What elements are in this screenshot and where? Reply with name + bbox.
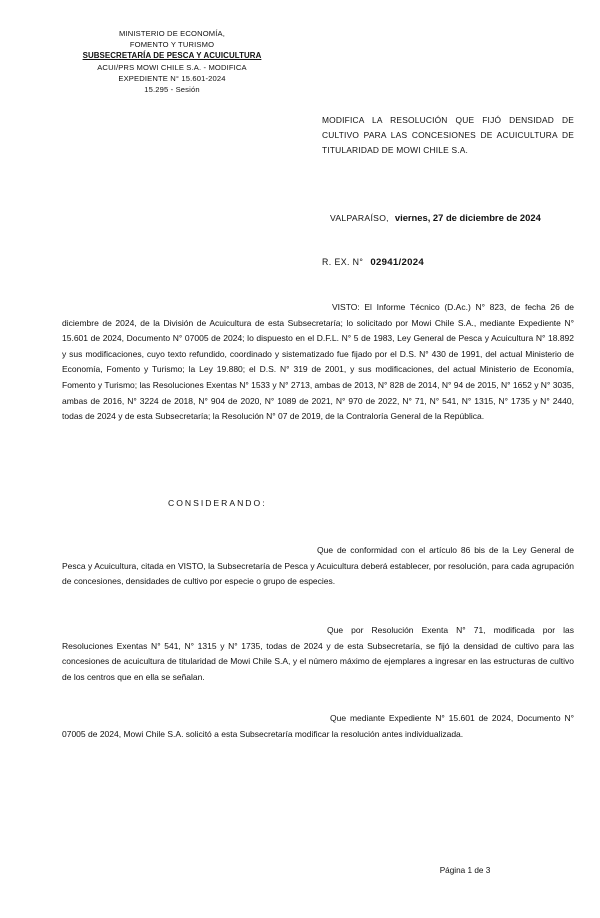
- considerando-paragraph-3: [62, 711, 574, 742]
- considerando-heading: CONSIDERANDO:: [168, 498, 267, 508]
- letterhead-subsecretaria: SUBSECRETARÍA DE PESCA Y ACUICULTURA: [82, 51, 262, 61]
- considerando-paragraph-1: [62, 543, 574, 590]
- place-label: VALPARAÍSO,: [330, 213, 389, 223]
- document-subject: MODIFICA LA RESOLUCIÓN QUE FIJÓ DENSIDAD DE CULTIVO PARA LAS CONCESIONES DE ACUICULTURA DE TITULARIDAD DE MOWI CHILE S.A.: [322, 115, 574, 155]
- resolution-number-label: R. EX. N°: [322, 257, 364, 267]
- letterhead-ministry-line1: MINISTERIO DE ECONOMÍA,: [119, 29, 225, 38]
- resolution-number: [322, 257, 424, 268]
- page-footer: [0, 866, 600, 875]
- considerando-paragraph-2: [62, 623, 574, 685]
- page-number-label: Página 1 de 3: [439, 866, 491, 875]
- date-value: viernes, 27 de diciembre de 2024: [394, 212, 541, 223]
- letterhead-session: 15.295 - Sesión: [144, 85, 200, 95]
- considerando-1-text: Que de conformidad con el artículo 86 bis de la Ley General de Pesca y Acuicultura, citada en VISTO, la Subsecretaría de Pesca y Acuicultura deberá establecer, por resolución, para cada agrupación de concesiones, densidades de cultivo por especie o grupo de especies.: [62, 545, 574, 587]
- considerando-2-text: Que por Resolución Exenta N° 71, modificada por las Resoluciones Exentas N° 541, N° 1315 y N° 1735, todas de 2024 y de esta Subsecretaría, se fijó la densidad de cultivo para las concesiones de acuicultura de titularidad de Mowi Chile S.A, y el número máximo de ejemplares a ingresar en las estructuras de cultivo de los centros que en ella se señalan.: [62, 625, 574, 682]
- letterhead-expediente: EXPEDIENTE N° 15.601-2024: [118, 73, 226, 83]
- place-and-date: [330, 212, 541, 223]
- letterhead: [72, 28, 272, 95]
- visto-text: VISTO: El Informe Técnico (D.Ac.) N° 823, de fecha 26 de diciembre de 2024, de la División de Acuicultura de esta Subsecretaría; lo solicitado por Mowi Chile S.A., mediante Expediente N° 15.601 de 2024, Documento N° 07005 de 2024; lo dispuesto en el D.F.L. N° 5 de 1983, Ley General de Pesca y Acuicultura N° 18.892 y sus modificaciones, cuyo texto refundido, coordinado y sistematizado fue fijado por el D.S. N° 430 de 1991, del actual Ministerio de Economía, Fomento y Turismo; la Ley 19.880; el D.S. N° 319 de 2001, y sus modificaciones, del actual Ministerio de Economía, Fomento y Turismo; las Resoluciones Exentas N° 1533 y N° 2713, ambas de 2013, N° 828 de 2014, N° 94 de 2015, N° 1652 y N° 3035, ambas de 2016, N° 3224 de 2018, N° 904 de 2020, N° 1089 de 2021, N° 970 de 2022, N° 71, N° 541, N° 1315, N° 1735 y N° 2440, todas de 2024 y de esta Subsecretaría; la Resolución N° 07 de 2019, de la Contraloría General de la República.: [62, 302, 574, 422]
- letterhead-reference: ACUI/PRS MOWI CHILE S.A. - MODIFICA: [97, 62, 247, 72]
- visto-paragraph: [62, 300, 574, 425]
- letterhead-ministry-line2: FOMENTO Y TURISMO: [129, 40, 215, 50]
- considerando-3-text: Que mediante Expediente N° 15.601 de 2024, Documento N° 07005 de 2024, Mowi Chile S.A. solicitó a esta Subsecretaría modificar la resolución antes individualizada.: [62, 713, 574, 739]
- resolution-number-value: 02941/2024: [370, 257, 425, 268]
